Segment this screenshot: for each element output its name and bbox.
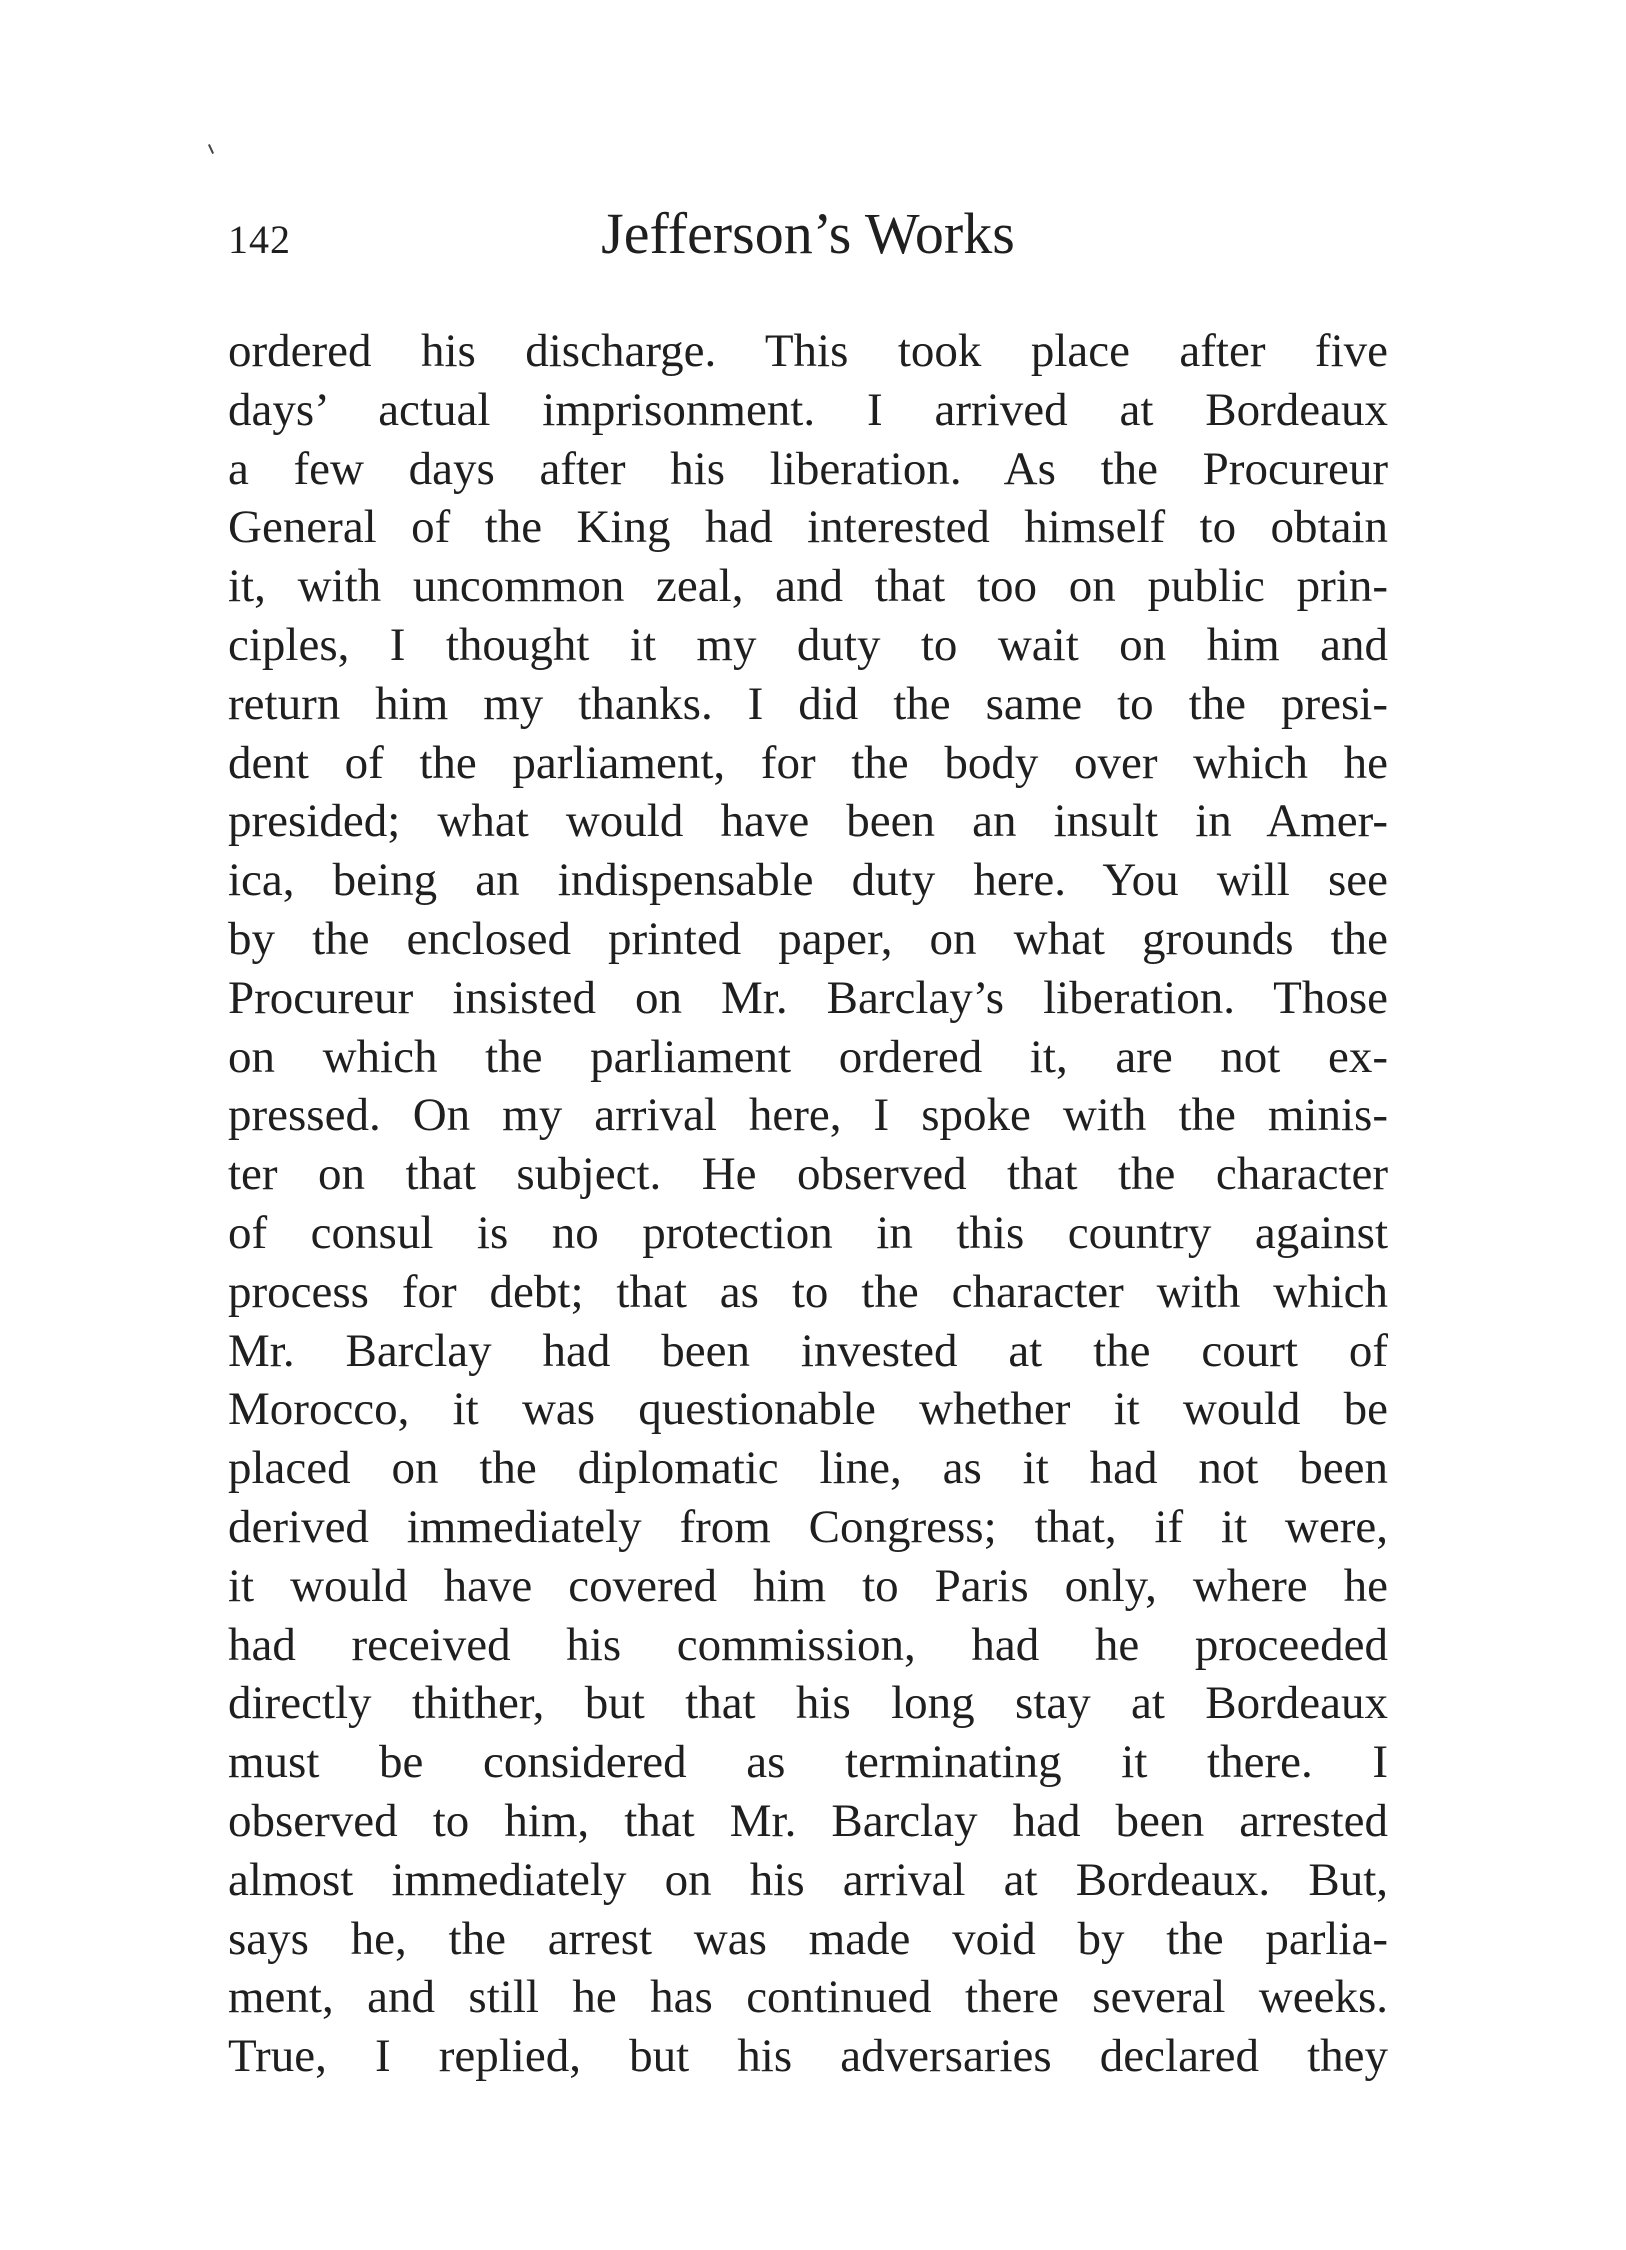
text-line: Mr. Barclay had been invested at the court of [228,1324,1388,1377]
text-line: must be considered as terminating it there. I [228,1736,1388,1789]
text-line: ciples, I thought it my duty to wait on him and [228,618,1388,671]
text-line: it would have covered him to Paris only, where he [228,1559,1388,1612]
page-number: 142 [228,217,291,262]
text-line: Morocco, it was questionable whether it would be [228,1383,1388,1436]
text-line: days’ actual imprisonment. I arrived at Bordeaux [228,383,1388,436]
text-line: on which the parliament ordered it, are not ex- [228,1030,1388,1083]
text-line: ter on that subject. He observed that the character [228,1148,1388,1201]
text-line: True, I replied, but his adversaries declared they [228,2030,1388,2083]
text-line: dent of the parliament, for the body over which he [228,736,1388,789]
text-line: directly thither, but that his long stay at Bordeaux [228,1677,1388,1730]
text-line: presided; what would have been an insult in Amer- [228,795,1388,848]
text-line: placed on the diplomatic line, as it had not been [228,1442,1388,1495]
text-line: it, with uncommon zeal, and that too on public prin- [228,560,1388,613]
text-line: General of the King had interested himself to obtain [228,501,1388,554]
text-line: ica, being an indispensable duty here. You will see [228,854,1388,907]
text-line: almost immediately on his arrival at Bordeaux. But, [228,1853,1388,1906]
body-text [228,322,1388,2086]
text-line: ment, and still he has continued there several weeks. [228,1971,1388,2024]
text-line: Procureur insisted on Mr. Barclay’s liberation. Those [228,971,1388,1024]
text-line: process for debt; that as to the character with which [228,1265,1388,1318]
text-line: of consul is no protection in this country against [228,1206,1388,1259]
text-line: a few days after his liberation. As the Procureur [228,442,1388,495]
text-line: return him my thanks. I did the same to the presi- [228,677,1388,730]
text-line: observed to him, that Mr. Barclay had been arrested [228,1794,1388,1847]
page-header [228,200,1388,280]
text-line: derived immediately from Congress; that, if it were, [228,1500,1388,1553]
stray-mark [208,144,214,154]
text-line: says he, the arrest was made void by the parlia- [228,1912,1388,1965]
text-line: by the enclosed printed paper, on what grounds the [228,912,1388,965]
text-line: pressed. On my arrival here, I spoke with the minis- [228,1089,1388,1142]
text-line: ordered his discharge. This took place after five [228,325,1388,377]
text-line: had received his commission, had he proceeded [228,1618,1388,1671]
running-title: Jefferson’s Works [601,201,1015,266]
